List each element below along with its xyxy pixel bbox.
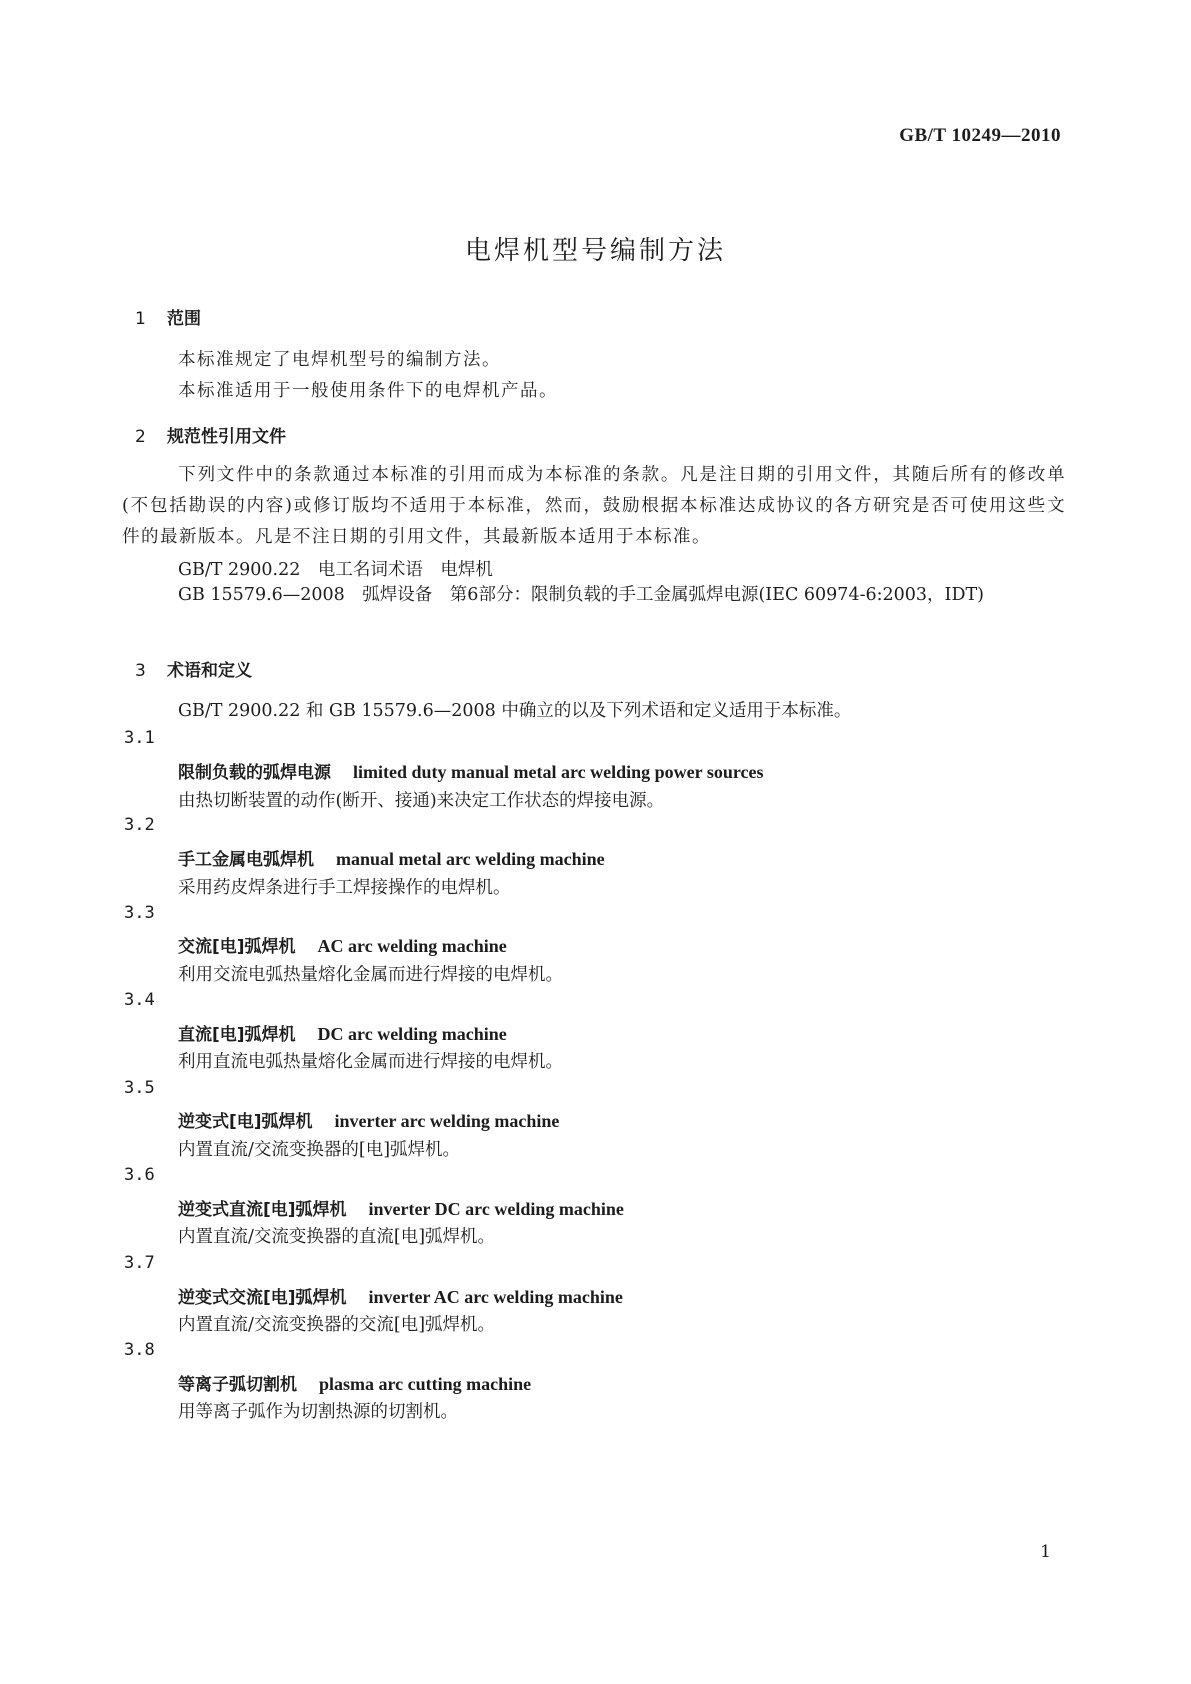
term-name-zh: 逆变式[电]弧焊机 — [178, 1112, 313, 1132]
term-name-zh: 逆变式交流[电]弧焊机 — [178, 1288, 347, 1308]
term-name — [178, 932, 507, 957]
term-number: 3.2 — [124, 815, 155, 835]
term-definition: 利用交流电弧热量熔化金属而进行焊接的电焊机。 — [178, 965, 563, 985]
term-definition: 用等离子弧作为切割热源的切割机。 — [178, 1402, 458, 1422]
reference-1: GB/T 2900.22 电工名词术语 电焊机 — [178, 560, 493, 580]
section-title: 范围 — [167, 309, 201, 329]
term-name — [178, 1370, 531, 1395]
term-name — [178, 1283, 623, 1308]
normative-references-paragraph — [122, 460, 1066, 553]
paragraph-text: 下列文件中的条款通过本标准的引用而成为本标准的条款。凡是注日期的引用文件，其随后所有的修改单(不包括勘误的内容)或修订版均不适用于本标准，然而，鼓励根据本标准达成协议的各方研究是否可使用这些文件的最新版本。凡是不注日期的引用文件，其最新版本适用于本标准。 — [122, 465, 1066, 547]
term-name — [178, 758, 764, 783]
section-number: 3 — [135, 661, 146, 681]
section-number: 1 — [135, 309, 146, 329]
term-name-zh: 逆变式直流[电]弧焊机 — [178, 1200, 347, 1220]
term-number: 3.8 — [124, 1340, 155, 1360]
term-definition: 内置直流/交流变换器的直流[电]弧焊机。 — [178, 1227, 496, 1247]
document-title: 电焊机型号编制方法 — [464, 236, 726, 266]
section-2-heading — [135, 422, 286, 447]
term-name-zh: 手工金属电弧焊机 — [178, 850, 314, 870]
term-number: 3.1 — [124, 728, 155, 748]
section-title: 术语和定义 — [167, 661, 252, 681]
term-number: 3.3 — [124, 903, 155, 923]
scope-line-2: 本标准适用于一般使用条件下的电焊机产品。 — [178, 381, 558, 401]
term-number: 3.7 — [124, 1253, 155, 1273]
term-name-en: plasma arc cutting machine — [319, 1374, 532, 1394]
term-name — [178, 1107, 559, 1132]
term-name-zh: 限制负载的弧焊电源 — [178, 763, 331, 783]
term-definition: 由热切断装置的动作(断开、接通)来决定工作状态的焊接电源。 — [178, 791, 665, 811]
reference-text: GB 15579.6—2008 弧焊设备 第6部分：限制负载的手工金属弧焊电源(IEC 60974-6:2003，IDT) — [178, 585, 984, 605]
term-name-en: inverter arc welding machine — [334, 1111, 560, 1131]
term-name-en: inverter DC arc welding machine — [368, 1199, 624, 1219]
term-name-zh: 等离子弧切割机 — [178, 1375, 297, 1395]
page-number: 1 — [1040, 1542, 1051, 1562]
term-name-en: manual metal arc welding machine — [336, 849, 605, 869]
term-name-en: AC arc welding machine — [317, 936, 507, 956]
term-name-en: limited duty manual metal arc welding power sources — [353, 762, 764, 782]
term-name — [178, 845, 605, 870]
section-number: 2 — [135, 427, 146, 447]
term-definition: 内置直流/交流变换器的交流[电]弧焊机。 — [178, 1315, 496, 1335]
standard-number: GB/T 10249—2010 — [899, 125, 1061, 146]
term-number: 3.5 — [124, 1078, 155, 1098]
reference-2 — [122, 580, 1066, 611]
section-title: 规范性引用文件 — [167, 427, 286, 447]
term-number: 3.4 — [124, 990, 155, 1010]
term-name-zh: 交流[电]弧焊机 — [178, 937, 296, 957]
term-name-en: inverter AC arc welding machine — [368, 1287, 623, 1307]
term-definition: 采用药皮焊条进行手工焊接操作的电焊机。 — [178, 878, 511, 898]
scope-line-1: 本标准规定了电焊机型号的编制方法。 — [178, 350, 501, 370]
term-name — [178, 1195, 624, 1220]
terms-intro: GB/T 2900.22 和 GB 15579.6—2008 中确立的以及下列术语和定义适用于本标准。 — [178, 701, 852, 721]
section-3-heading — [135, 656, 252, 681]
term-definition: 内置直流/交流变换器的[电]弧焊机。 — [178, 1140, 461, 1160]
term-name-en: DC arc welding machine — [317, 1024, 507, 1044]
term-definition: 利用直流电弧热量熔化金属而进行焊接的电焊机。 — [178, 1052, 563, 1072]
term-number: 3.6 — [124, 1165, 155, 1185]
section-1-heading — [135, 304, 201, 329]
term-name — [178, 1020, 507, 1045]
term-name-zh: 直流[电]弧焊机 — [178, 1025, 296, 1045]
